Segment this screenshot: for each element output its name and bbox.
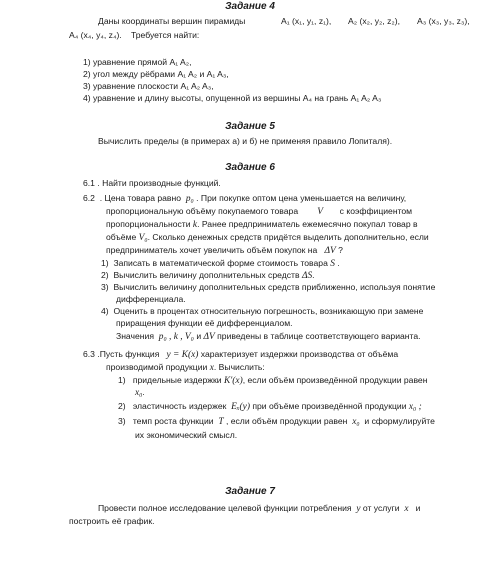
task4-item-4: 4) уравнение и длину высоты, опущенной из вершины A₄ на грань A₁ A₂ A₃: [83, 93, 382, 103]
task6-2-sub-3: 3) Вычислить величину дополнительных средств приближенно, используя понятие: [101, 282, 436, 292]
task6-3-sub-2: 2) эластичность издержек Eₓ(y) при объёме произведённой продукции x₀ ;: [118, 401, 422, 412]
vertex-a1: A₁ (x₁, y₁, z₁),: [281, 16, 332, 26]
task6-2-line3: пропорциональности k. Ранее предприниматель ежемесячно покупал товар в: [106, 219, 418, 230]
task6-2-values: Значения p₀ , k , V₀ и ΔV приведены в таблице соответствующего варианта.: [116, 331, 421, 342]
task6-3-sub-1: 1) придельные издержки K′(x), если объём произведённой продукции равен: [118, 375, 428, 386]
vertex-a3: A₃ (x₃, y₃, z₃),: [417, 16, 470, 26]
task7-line2: построить её график.: [69, 516, 155, 526]
task4-item-3: 3) уравнение плоскости A₁ A₂ A₃,: [83, 81, 214, 91]
task6-2-line4: объёме V₀. Сколько денежных средств придётся выделить дополнительно, если: [106, 232, 429, 243]
task7-line1: Провести полное исследование целевой функции потребления y от услуги x и: [98, 503, 421, 514]
task6-3-sub-3: 3) темп роста функции T , если объём продукции равен x₀ и сформулируйте: [118, 416, 435, 427]
task4-find: Требуется найти:: [131, 30, 200, 40]
task4-item-2: 2) угол между рёбрами A₁ A₂ и A₁ A₃,: [83, 69, 229, 79]
task6-3-line1: 6.3 .Пусть функция y = K(x) характеризует издержки производства от объёма: [83, 349, 399, 360]
task5-title: Задание 5: [225, 121, 275, 132]
task6-title: Задание 6: [225, 162, 275, 173]
vertex-a4: A₄ (x₄, y₄, z₄).: [69, 30, 122, 40]
task6-2-line5: предприниматель хочет увеличить объём покупок на ΔV ?: [106, 245, 343, 256]
task5-text: Вычислить пределы (в примерах а) и б) не применяя правило Лопиталя).: [98, 136, 393, 146]
task4-intro: Даны координаты вершин пирамиды: [98, 16, 246, 26]
task6-2-sub-4: 4) Оценить в процентах относительную погрешность, возникающую при замене: [101, 306, 424, 316]
task6-2-sub-2: 2) Вычислить величину дополнительных средств ΔS.: [101, 270, 315, 281]
task6-3-sub-1-cont: x₀.: [135, 387, 145, 398]
task6-1: 6.1 . Найти производные функций.: [83, 178, 221, 188]
task6-3-line2: производимой продукции x. Вычислить:: [106, 362, 265, 373]
task6-3-sub-3-cont: их экономический смысл.: [135, 430, 238, 440]
task6-2-line1: 6.2 . Цена товара равно p₀ . При покупке оптом цена уменьшается на величину,: [83, 193, 407, 204]
task4-title: Задание 4: [225, 1, 275, 12]
vertex-a2: A₂ (x₂, y₂, z₂),: [348, 16, 401, 26]
task6-2-sub-3-cont: дифференциала.: [116, 294, 186, 304]
task6-2-sub-4-cont: приращения функции её дифференциалом.: [116, 318, 293, 328]
task4-item-1: 1) уравнение прямой A₁ A₂,: [83, 57, 192, 67]
task7-title: Задание 7: [225, 486, 275, 497]
task6-2-line2: пропорциональную объёму покупаемого товара V с коэффициентом: [106, 206, 413, 217]
task6-2-sub-1: 1) Записать в математической форме стоимость товара S .: [101, 258, 340, 269]
